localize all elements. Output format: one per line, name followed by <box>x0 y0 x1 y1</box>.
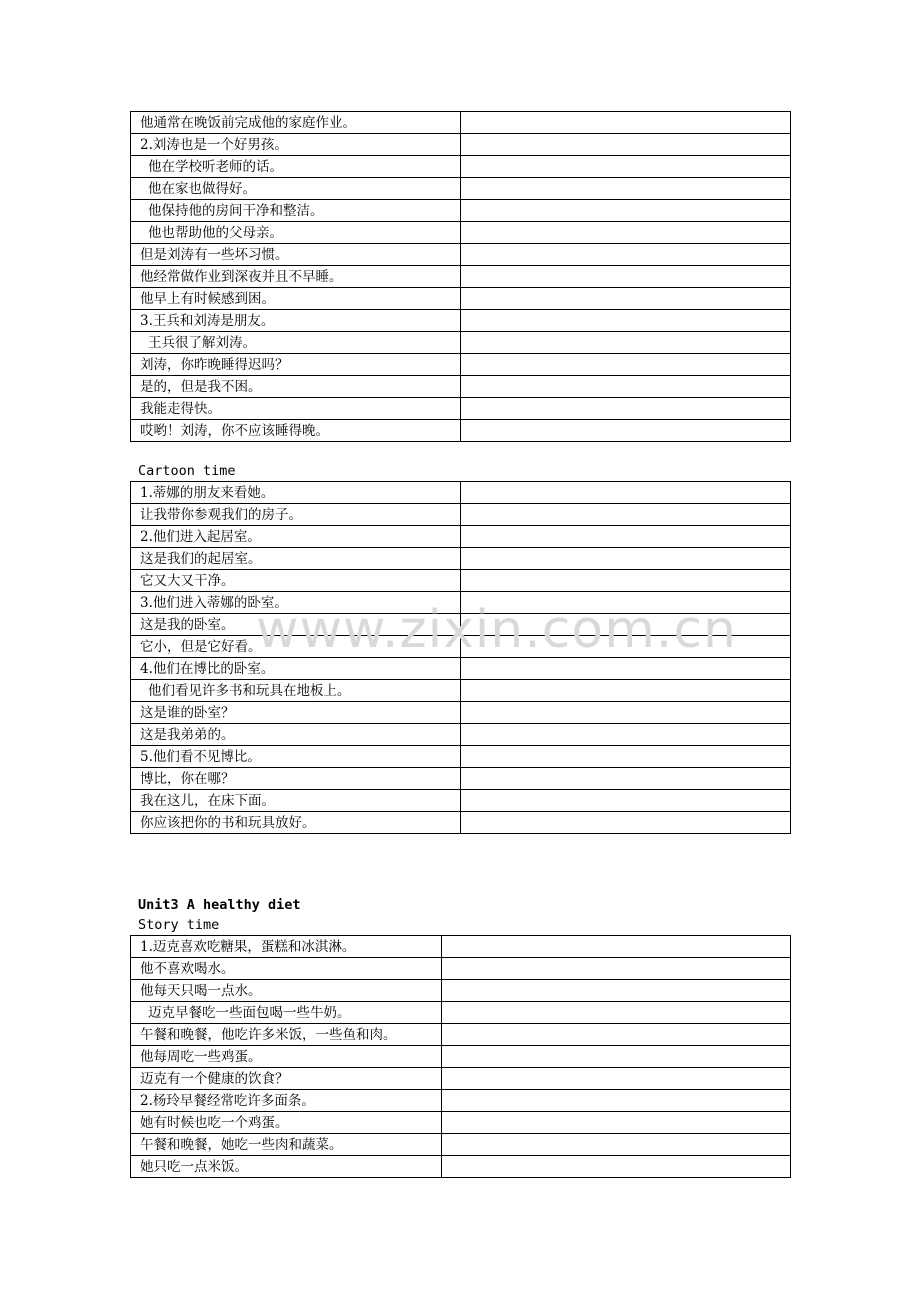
answer-blank-cell <box>461 156 791 178</box>
table-row <box>131 1134 791 1156</box>
answer-blank-cell <box>461 222 791 244</box>
chinese-sentence-cell: 我在这儿，在床下面。 <box>131 790 461 812</box>
answer-blank-cell <box>461 812 791 834</box>
answer-blank-cell <box>461 592 791 614</box>
answer-blank-cell <box>461 134 791 156</box>
table-row <box>131 178 791 200</box>
answer-blank-cell <box>442 1046 791 1068</box>
chinese-sentence-cell: 他也帮助他的父母亲。 <box>131 222 461 244</box>
answer-blank-cell <box>461 548 791 570</box>
section-label-story-time: Story time <box>138 917 220 933</box>
answer-blank-cell <box>461 504 791 526</box>
answer-blank-cell <box>461 200 791 222</box>
answer-blank-cell <box>461 310 791 332</box>
chinese-sentence-cell: 迈克早餐吃一些面包喝一些牛奶。 <box>131 1002 442 1024</box>
answer-blank-cell <box>461 112 791 134</box>
table-row <box>131 354 791 376</box>
chinese-sentence-cell: 刘涛，你昨晚睡得迟吗？ <box>131 354 461 376</box>
table-row <box>131 310 791 332</box>
table-row <box>131 288 791 310</box>
chinese-sentence-cell: 3.王兵和刘涛是朋友。 <box>131 310 461 332</box>
chinese-sentence-cell: 他经常做作业到深夜并且不早睡。 <box>131 266 461 288</box>
table-row <box>131 420 791 442</box>
table-row <box>131 200 791 222</box>
table-row <box>131 958 791 980</box>
answer-blank-cell <box>461 614 791 636</box>
table-row <box>131 504 791 526</box>
table-row <box>131 768 791 790</box>
chinese-sentence-cell: 她有时候也吃一个鸡蛋。 <box>131 1112 442 1134</box>
chinese-sentence-cell: 他通常在晚饭前完成他的家庭作业。 <box>131 112 461 134</box>
answer-blank-cell <box>461 288 791 310</box>
chinese-sentence-cell: 迈克有一个健康的饮食？ <box>131 1068 442 1090</box>
table-row <box>131 1068 791 1090</box>
table-row <box>131 1024 791 1046</box>
chinese-sentence-cell: 他保持他的房间干净和整洁。 <box>131 200 461 222</box>
chinese-sentence-cell: 他不喜欢喝水。 <box>131 958 442 980</box>
chinese-sentence-cell: 午餐和晚餐，她吃一些肉和蔬菜。 <box>131 1134 442 1156</box>
table-row <box>131 266 791 288</box>
table-row <box>131 614 791 636</box>
chinese-sentence-cell: 午餐和晚餐，他吃许多米饭，一些鱼和肉。 <box>131 1024 442 1046</box>
answer-blank-cell <box>461 420 791 442</box>
chinese-sentence-cell: 它小，但是它好看。 <box>131 636 461 658</box>
table-1-block <box>130 111 791 442</box>
table-row <box>131 980 791 1002</box>
answer-blank-cell <box>461 266 791 288</box>
table-row <box>131 1002 791 1024</box>
table-row <box>131 812 791 834</box>
answer-blank-cell <box>461 354 791 376</box>
answer-blank-cell <box>461 482 791 504</box>
chinese-sentence-cell: 你应该把你的书和玩具放好。 <box>131 812 461 834</box>
answer-blank-cell <box>461 636 791 658</box>
table-row <box>131 790 791 812</box>
chinese-sentence-cell: 3.他们进入蒂娜的卧室。 <box>131 592 461 614</box>
answer-blank-cell <box>442 1024 791 1046</box>
table-row <box>131 482 791 504</box>
section-2-block <box>130 461 791 834</box>
table-row <box>131 570 791 592</box>
answer-blank-cell <box>442 1068 791 1090</box>
chinese-sentence-cell: 4.他们在博比的卧室。 <box>131 658 461 680</box>
watermark: www.zixin.com.cn <box>256 600 737 660</box>
chinese-sentence-cell: 他每天只喝一点水。 <box>131 980 442 1002</box>
chinese-sentence-cell: 让我带你参观我们的房子。 <box>131 504 461 526</box>
chinese-sentence-cell: 这是谁的卧室？ <box>131 702 461 724</box>
chinese-sentence-cell: 它又大又干净。 <box>131 570 461 592</box>
table-row <box>131 1090 791 1112</box>
answer-blank-cell <box>461 724 791 746</box>
chinese-sentence-cell: 这是我的卧室。 <box>131 614 461 636</box>
table-row <box>131 1046 791 1068</box>
answer-blank-cell <box>461 790 791 812</box>
chinese-sentence-cell: 是的，但是我不困。 <box>131 376 461 398</box>
table-row <box>131 1156 791 1178</box>
chinese-sentence-cell: 王兵很了解刘涛。 <box>131 332 461 354</box>
table-row <box>131 332 791 354</box>
answer-blank-cell <box>442 958 791 980</box>
answer-blank-cell <box>442 980 791 1002</box>
answer-blank-cell <box>461 702 791 724</box>
table-row <box>131 222 791 244</box>
table-row <box>131 548 791 570</box>
table-row <box>131 526 791 548</box>
chinese-sentence-cell: 这是我们的起居室。 <box>131 548 461 570</box>
answer-blank-cell <box>461 570 791 592</box>
chinese-sentence-cell: 2.杨玲早餐经常吃许多面条。 <box>131 1090 442 1112</box>
answer-blank-cell <box>461 746 791 768</box>
table-row <box>131 134 791 156</box>
answer-blank-cell <box>461 680 791 702</box>
chinese-sentence-cell: 2.刘涛也是一个好男孩。 <box>131 134 461 156</box>
chinese-sentence-cell: 他每周吃一些鸡蛋。 <box>131 1046 442 1068</box>
translation-table-3 <box>130 935 791 1178</box>
chinese-sentence-cell: 但是刘涛有一些坏习惯。 <box>131 244 461 266</box>
table-row <box>131 702 791 724</box>
table-row <box>131 592 791 614</box>
answer-blank-cell <box>461 178 791 200</box>
translation-table-1 <box>130 111 791 442</box>
table-row <box>131 936 791 958</box>
chinese-sentence-cell: 我能走得快。 <box>131 398 461 420</box>
answer-blank-cell <box>442 1156 791 1178</box>
chinese-sentence-cell: 她只吃一点米饭。 <box>131 1156 442 1178</box>
answer-blank-cell <box>461 398 791 420</box>
chinese-sentence-cell: 1.迈克喜欢吃糖果，蛋糕和冰淇淋。 <box>131 936 442 958</box>
chinese-sentence-cell: 这是我弟弟的。 <box>131 724 461 746</box>
chinese-sentence-cell: 5.他们看不见博比。 <box>131 746 461 768</box>
chinese-sentence-cell: 博比，你在哪？ <box>131 768 461 790</box>
chinese-sentence-cell: 他在学校听老师的话。 <box>131 156 461 178</box>
chinese-sentence-cell: 2.他们进入起居室。 <box>131 526 461 548</box>
table-row <box>131 658 791 680</box>
section-label-cartoon-time: Cartoon time <box>138 463 236 479</box>
chinese-sentence-cell: 1.蒂娜的朋友来看她。 <box>131 482 461 504</box>
unit-title: Unit3 A healthy diet <box>138 897 301 913</box>
answer-blank-cell <box>461 244 791 266</box>
table-row <box>131 636 791 658</box>
section-3-block <box>130 895 791 1178</box>
table-row <box>131 724 791 746</box>
answer-blank-cell <box>461 658 791 680</box>
answer-blank-cell <box>442 1002 791 1024</box>
answer-blank-cell <box>461 526 791 548</box>
chinese-sentence-cell: 他在家也做得好。 <box>131 178 461 200</box>
table-row <box>131 1112 791 1134</box>
table-row <box>131 376 791 398</box>
chinese-sentence-cell: 哎哟！刘涛，你不应该睡得晚。 <box>131 420 461 442</box>
chinese-sentence-cell: 他早上有时候感到困。 <box>131 288 461 310</box>
table-row <box>131 746 791 768</box>
table-row <box>131 244 791 266</box>
answer-blank-cell <box>442 1090 791 1112</box>
answer-blank-cell <box>461 768 791 790</box>
answer-blank-cell <box>442 1134 791 1156</box>
translation-table-2 <box>130 481 791 834</box>
answer-blank-cell <box>442 1112 791 1134</box>
answer-blank-cell <box>461 376 791 398</box>
table-row <box>131 398 791 420</box>
answer-blank-cell <box>461 332 791 354</box>
answer-blank-cell <box>442 936 791 958</box>
chinese-sentence-cell: 他们看见许多书和玩具在地板上。 <box>131 680 461 702</box>
table-row <box>131 156 791 178</box>
table-row <box>131 112 791 134</box>
table-row <box>131 680 791 702</box>
